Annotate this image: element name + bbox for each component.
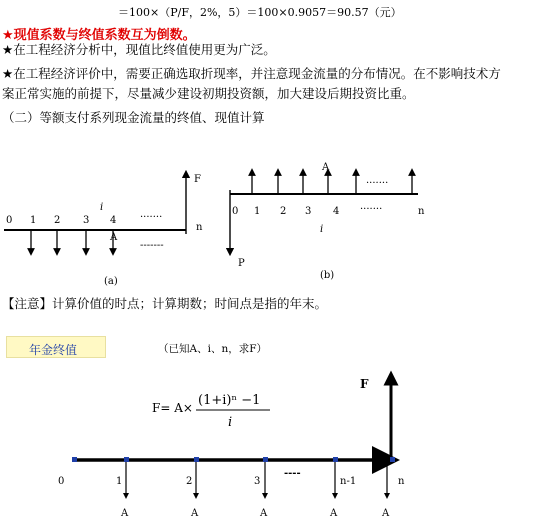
tick-1: 1 (30, 215, 37, 226)
tick-n: n (398, 476, 405, 487)
caption-a: (a) (104, 276, 118, 287)
tick-marker (263, 457, 268, 462)
bullet-2-continued: 案正常实施的前提下，尽量减少建设初期投资额，加大建设后期投资比重。 (2, 86, 415, 101)
dots-above: ······· (366, 178, 389, 189)
tick-2: 2 (54, 215, 61, 226)
a-label: A (382, 508, 390, 519)
key-point-text: 现值系数与终值系数互为倒数。 (13, 28, 196, 43)
cash-flow-diagram-a (0, 160, 215, 290)
tick-marker (72, 457, 77, 462)
bullet-2-text: 在工程经济评价中，需要正确选取折现率，并注意现金流量的分布情况。在不影响技术方 (13, 66, 501, 81)
cash-flow-diagram-b (220, 160, 450, 290)
tick-marker (390, 457, 395, 462)
a-label: A (191, 508, 199, 519)
p-label: P (238, 258, 245, 269)
tick-n: n (418, 206, 425, 217)
bullet-2 (2, 64, 501, 84)
tick-1: 1 (116, 476, 123, 487)
caption-b: (b) (320, 270, 335, 281)
given-text: （已知A、i、n，求F） (158, 343, 267, 355)
dashes-below: ------- (140, 240, 164, 251)
tick-marker (124, 457, 129, 462)
annuity-badge (6, 336, 106, 358)
star-icon: ★ (2, 66, 14, 81)
star-icon: ★ (2, 42, 14, 57)
tick-3: 3 (305, 206, 312, 217)
a-label: A (330, 508, 338, 519)
a-label: A (322, 162, 330, 173)
dots-below: ······· (360, 204, 383, 215)
formula-line: ＝100×（P/F，2%，5）＝100×0.9057＝90.57（元） (118, 6, 402, 19)
i-label: i (100, 202, 104, 213)
formula-lhs: F= A× (152, 401, 193, 415)
tick-0: 0 (6, 215, 13, 226)
tick-0: 0 (58, 476, 65, 487)
a-label: A (121, 508, 129, 519)
tick-2: 2 (186, 476, 193, 487)
tick-0: 0 (232, 206, 239, 217)
i-label: i (320, 224, 324, 235)
dots-above: ······· (140, 212, 163, 223)
star-icon: ★ (2, 28, 14, 43)
tick-3: 3 (254, 476, 261, 487)
tick-4: 4 (333, 206, 340, 217)
f-label: F (360, 377, 369, 391)
tick-n-1: n-1 (340, 476, 357, 487)
tick-marker (333, 457, 338, 462)
bullet-1 (2, 40, 276, 60)
tick-2: 2 (280, 206, 287, 217)
a-label: A (110, 232, 118, 243)
a-label: A (260, 508, 268, 519)
section-title: （二）等额支付系列现金流量的终值、现值计算 (2, 110, 265, 125)
formula-denominator: i (228, 415, 233, 430)
note-line: 【注意】计算价值的时点；计算期数；时间点是指的年末。 (2, 296, 328, 311)
dashes: ---- (284, 468, 301, 479)
f-label: F (194, 174, 201, 185)
tick-1: 1 (254, 206, 261, 217)
tick-4: 4 (110, 215, 117, 226)
tick-3: 3 (83, 215, 90, 226)
tick-n: n (196, 222, 203, 233)
badge-label: 年金终值 (29, 343, 78, 357)
formula-numerator: (1+i)ⁿ −1 (198, 393, 261, 408)
annuity-diagram (0, 360, 554, 523)
bullet-1-text: 在工程经济分析中，现值比终值使用更为广泛。 (13, 42, 276, 57)
tick-marker (194, 457, 199, 462)
